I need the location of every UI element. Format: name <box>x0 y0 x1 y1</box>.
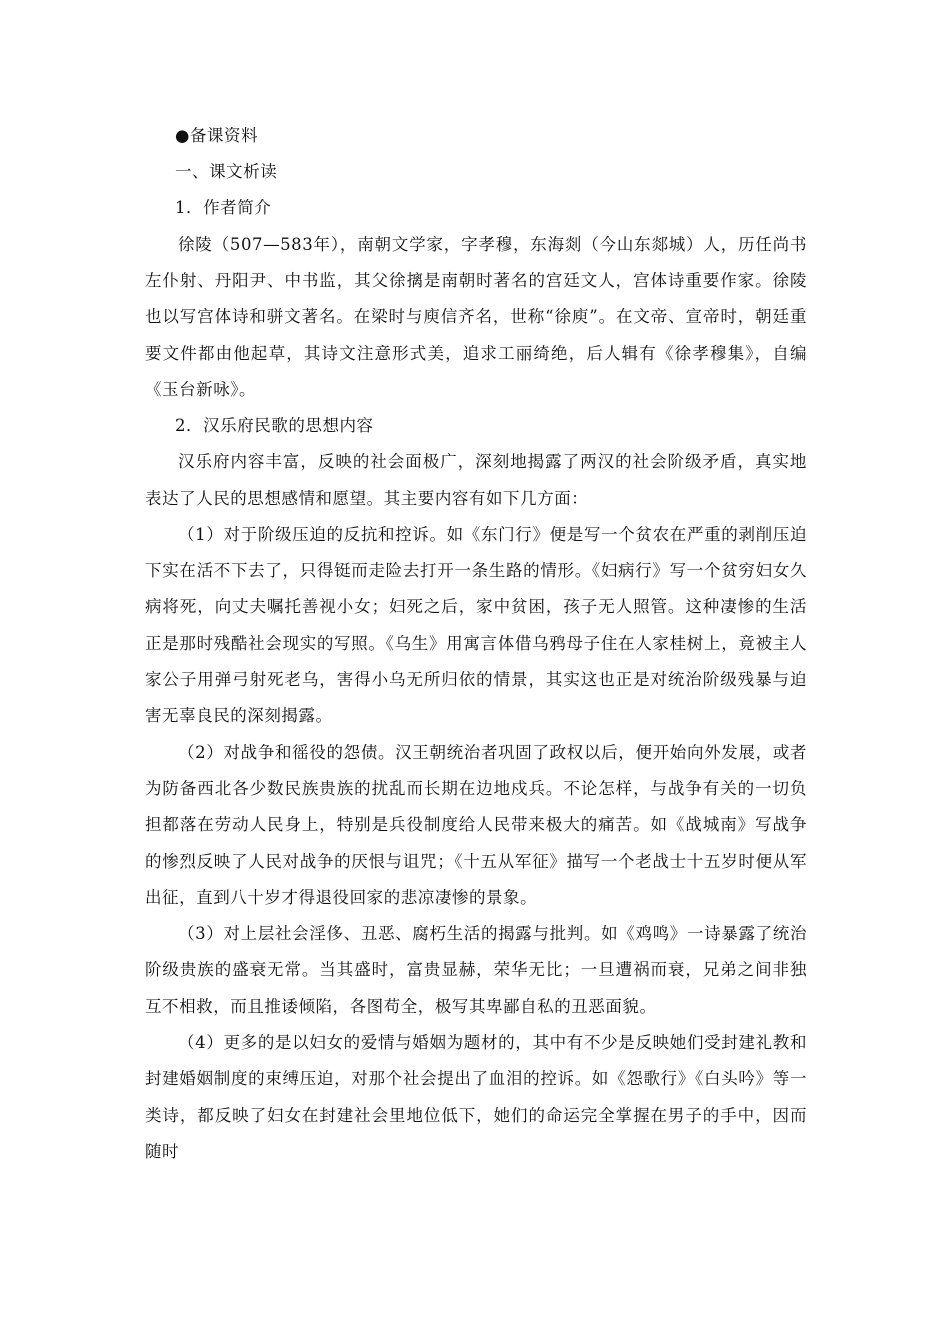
paragraph-point-1: （1）对于阶级压迫的反抗和控诉。如《东门行》便是写一个贫农在严重的剥削压迫下实在活不下去了，只得铤而走险去打开一条生路的情形。《妇病行》写一个贫穷妇女久病将死，向丈夫嘱托善视小女；妇死之后，家中贫困，孩子无人照管。这种凄惨的生活正是那时残酷社会现实的写照。《乌生》用寓言体借乌鸦母子住在人家桂树上，竟被主人家公子用弹弓射死老乌，害得小乌无所归依的情景，其实这也正是对统治阶级残暴与迫害无辜良民的深刻揭露。 <box>145 524 807 726</box>
document-title: ●备课资料 <box>175 126 259 145</box>
paragraph-content-intro: 汉乐府内容丰富，反映的社会面极广，深刻地揭露了两汉的社会阶级矛盾，真实地表达了人民的思想感情和愿望。其主要内容有如下几方面： <box>145 452 807 508</box>
paragraph-point-2: （2）对战争和徭役的怨债。汉王朝统治者巩固了政权以后，便开始向外发展，或者为防备西北各少数民族贵族的扰乱而长期在边地戍兵。不论怎样，与战争有关的一切负担都落在劳动人民身上，特别是兵役制度给人民带来极大的痛苦。如《战城南》写战争的惨烈反映了人民对战争的厌恨与诅咒；《十五从军征》描写一个老战士十五岁时便从军出征，直到八十岁才得退役回家的悲凉凄惨的景象。 <box>145 742 807 907</box>
subsection-heading-content: 2．汉乐府民歌的思想内容 <box>175 416 374 436</box>
paragraph-point-4: （4）更多的是以妇女的爱情与婚姻为题材的，其中有不少是反映她们受封建礼教和封建婚姻制度的束缚压迫，对那个社会提出了血泪的控诉。如《怨歌行》《白头吟》等一类诗，都反映了妇女在封建社会里地位低下，她们的命运完全掌握在男子的手中，因而随时 <box>145 1033 807 1161</box>
paragraph-point-3: （3）对上层社会淫侈、丑恶、腐朽生活的揭露与批判。如《鸡鸣》一诗暴露了统治阶级贵族的盛衰无常。当其盛时，富贵显赫，荣华无比；一旦遭祸而衰，兄弟之间非独互不相救，而且推诿倾陷，各图苟全，极写其卑鄙自私的丑恶面貌。 <box>145 924 807 1016</box>
subsection-heading-author: 1．作者简介 <box>175 198 272 218</box>
section-heading: 一、课文析读 <box>175 162 278 182</box>
paragraph-author-intro: 徐陵（507—583年），南朝文学家，字孝穆，东海剡（今山东郯城）人，历任尚书左仆射、丹阳尹、中书监，其父徐摛是南朝时著名的宫廷文人，宫体诗重要作家。徐陵也以写宫体诗和骈文著名。在梁时与庾信齐名，世称“徐庾”。在文帝、宣帝时，朝廷重要文件都由他起草，其诗文注意形式美，追求工丽绮绝，后人辑有《徐孝穆集》，自编《玉台新咏》。 <box>145 234 807 399</box>
document-body <box>145 118 807 1170</box>
